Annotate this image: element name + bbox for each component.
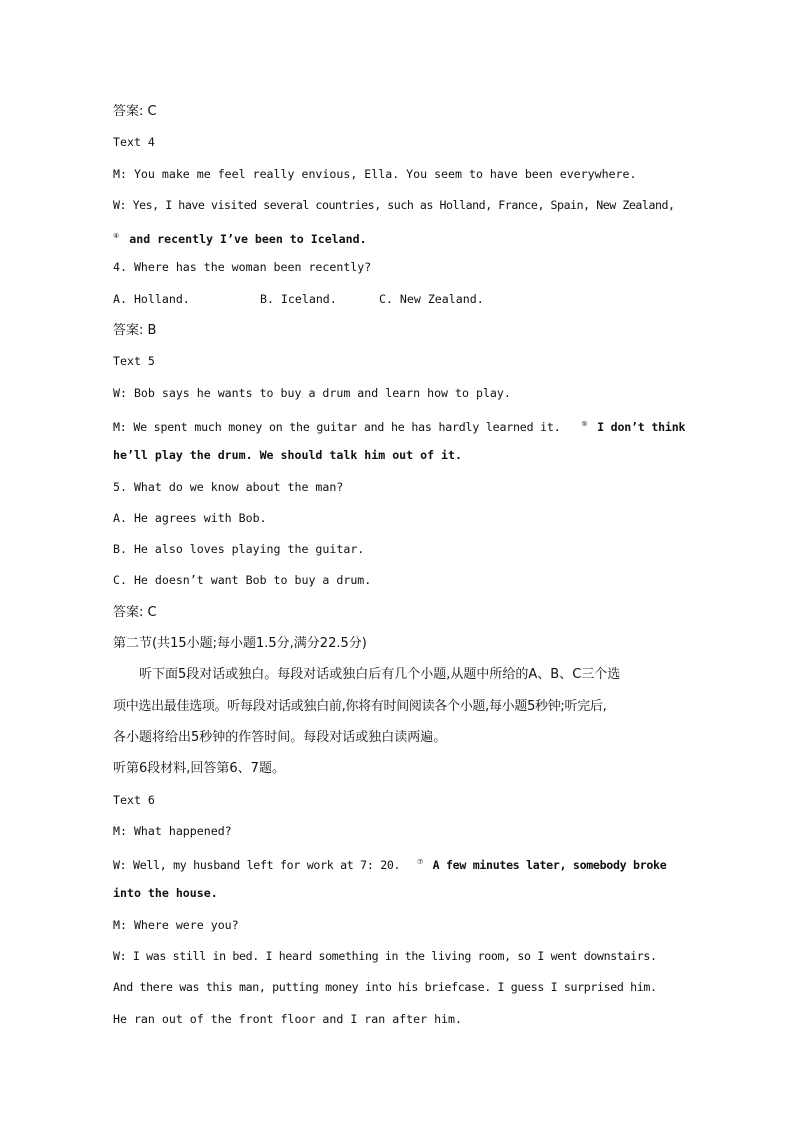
question-5: 5. What do we know about the man? bbox=[113, 479, 344, 494]
circled-number-marker: ⑦ bbox=[416, 858, 423, 867]
option-a: A. Holland. bbox=[113, 291, 190, 306]
dialogue-line bbox=[113, 409, 686, 440]
dialogue-line: W: Yes, I have visited several countries, such as Holland, France, Spain, New Zealand, bbox=[113, 197, 675, 212]
text-4-heading: Text 4 bbox=[113, 135, 155, 150]
answer-line-3: 答案: C bbox=[113, 104, 157, 119]
options-line-4 bbox=[113, 284, 683, 315]
instructions-line: 各小题将给出5秒钟的作答时间。每段对话或独白读两遍。 bbox=[113, 729, 447, 745]
option-c: C. New Zealand. bbox=[378, 291, 484, 306]
option-c: C. He doesn’t want Bob to buy a drum. bbox=[113, 573, 372, 588]
answer-line-4: 答案: B bbox=[113, 323, 157, 339]
dialogue-line-bold bbox=[113, 221, 683, 252]
bold-key-sentence: I don’t think bbox=[597, 419, 686, 434]
bold-key-sentence: A few minutes later, somebody broke bbox=[432, 858, 667, 873]
option-b: B. He also loves playing the guitar. bbox=[113, 542, 365, 557]
section-heading: 第二节(共15小题;每小题1.5分,满分22.5分) bbox=[113, 636, 367, 652]
option-b: B. Iceland. bbox=[259, 291, 337, 306]
dialogue-line: And there was this man, putting money into his briefcase. I guess I surprised him. bbox=[113, 980, 657, 995]
answer-line-5: 答案: C bbox=[113, 604, 157, 620]
dialogue-line: M: What happened? bbox=[113, 823, 232, 838]
dialogue-line: M: You make me feel really envious, Ella. You seem to have been everywhere. bbox=[113, 166, 637, 181]
instructions-line: 听下面5段对话或独白。每段对话或独白后有几个小题,从题中所给的A、B、C三个选 bbox=[139, 667, 621, 683]
bold-key-sentence: and recently I’ve been to Iceland. bbox=[129, 232, 367, 247]
circled-number-marker: ⑤ bbox=[581, 419, 588, 428]
document-page bbox=[113, 96, 686, 1035]
question-4: 4. Where has the woman been recently? bbox=[113, 260, 372, 275]
dialogue-line: W: I was still in bed. I heard something in the living room, so I went downstairs. bbox=[113, 949, 657, 964]
dialogue-line: He ran out of the front floor and I ran after him. bbox=[113, 1011, 463, 1026]
dialogue-line: W: Bob says he wants to buy a drum and learn how to play. bbox=[113, 385, 511, 400]
text-6-heading: Text 6 bbox=[113, 792, 155, 807]
option-a: A. He agrees with Bob. bbox=[113, 510, 267, 525]
material-instruction: 听第6段材料,回答第6、7题。 bbox=[113, 761, 285, 777]
dialogue-line-bold: into the house. bbox=[113, 886, 218, 901]
dialogue-plain-text: M: We spent much money on the guitar and he has hardly learned it. bbox=[113, 419, 561, 434]
dialogue-line-bold: he’ll play the drum. We should talk him out of it. bbox=[113, 448, 463, 463]
text-5-heading: Text 5 bbox=[113, 354, 155, 369]
instructions-line: 项中选出最佳选项。听每段对话或独白前,你将有时间阅读各个小题,每小题5秒钟;听完后, bbox=[113, 698, 607, 714]
circled-number-marker: ④ bbox=[113, 232, 120, 241]
dialogue-line bbox=[113, 847, 683, 878]
dialogue-plain-text: W: Well, my husband left for work at 7: 20. bbox=[113, 858, 401, 873]
dialogue-line: M: Where were you? bbox=[113, 917, 239, 932]
